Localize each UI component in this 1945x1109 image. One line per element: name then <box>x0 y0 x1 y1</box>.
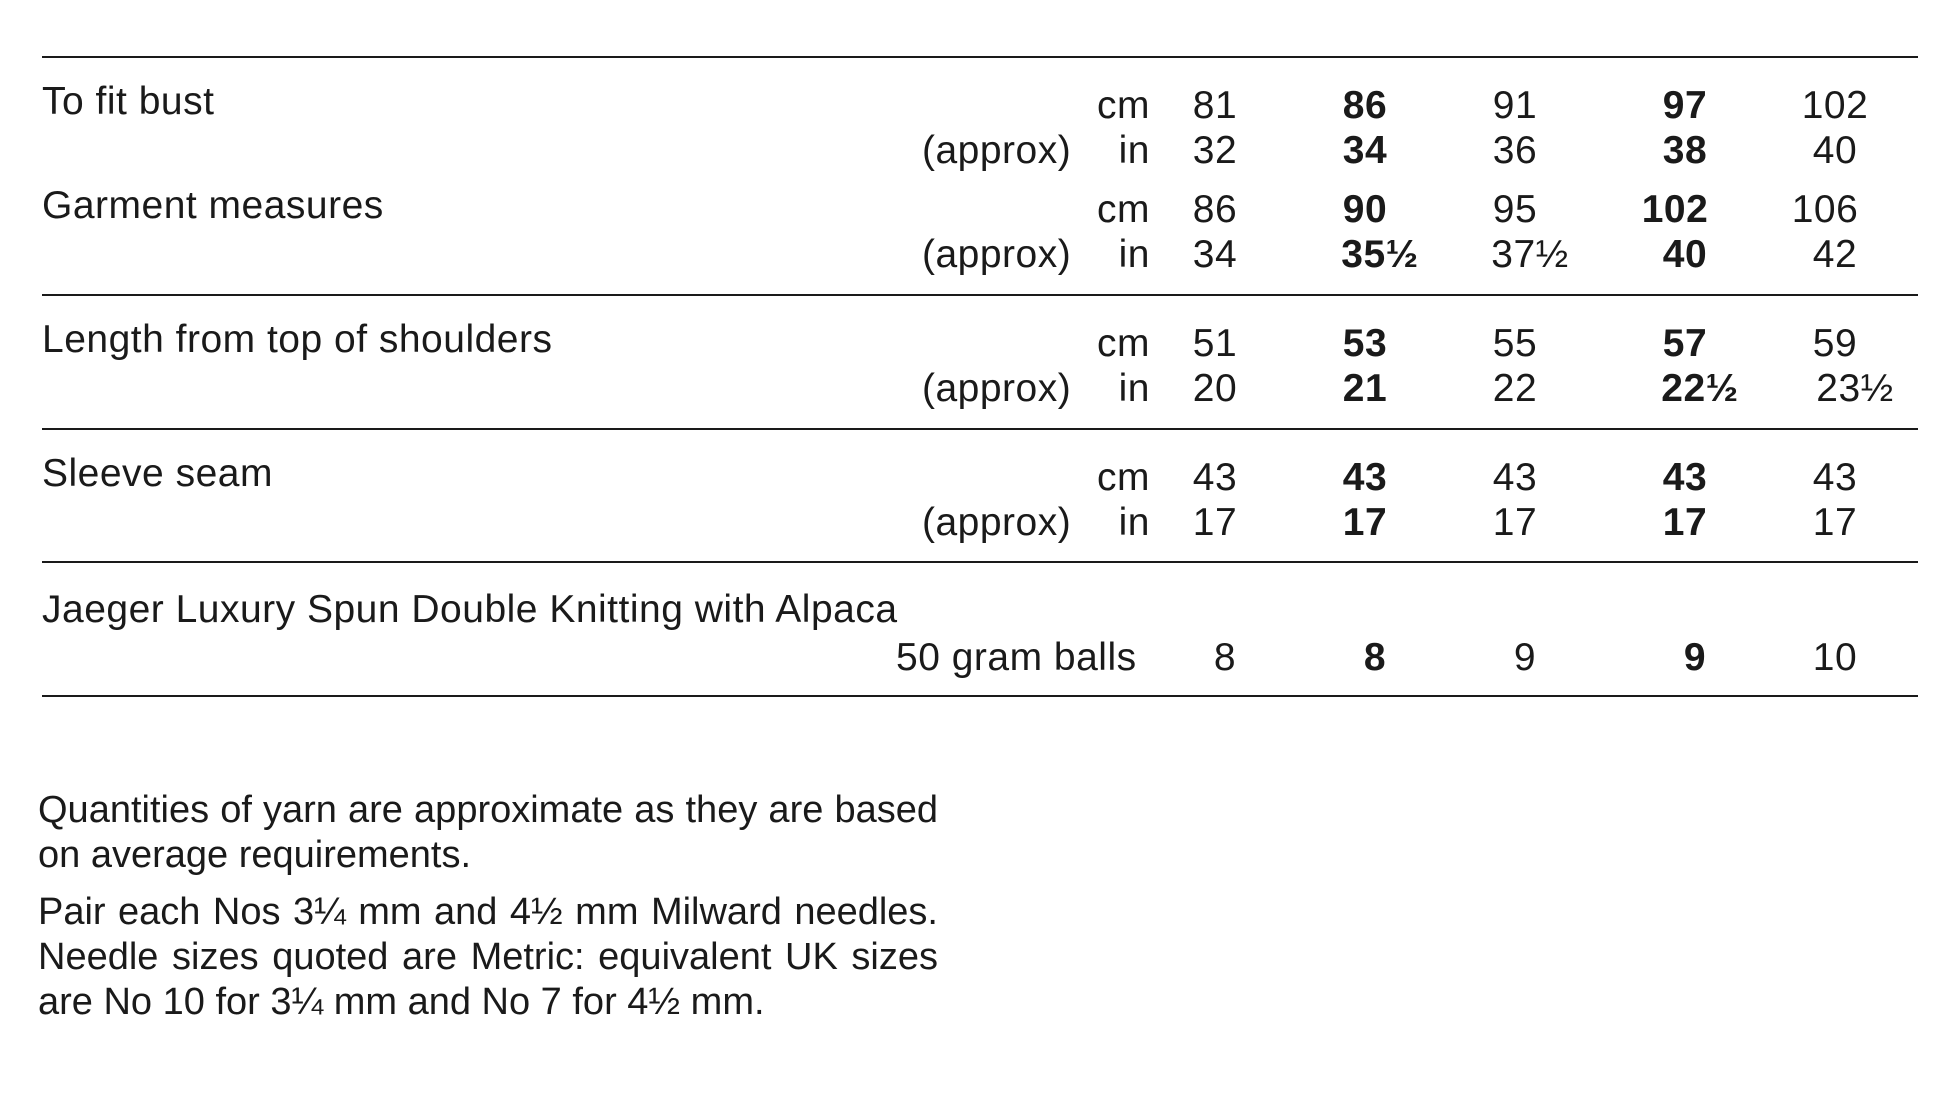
size-1-cm: 51 <box>1192 322 1238 365</box>
size-2-in: 21 <box>1342 367 1388 410</box>
size-1-cm: 81 <box>1192 84 1238 127</box>
size-5-in: 42 <box>1812 233 1858 276</box>
top-rule <box>42 56 1918 58</box>
yarn-unit: 50 gram balls <box>896 636 1137 679</box>
size-3-in: 36 <box>1492 129 1538 172</box>
size-1-in: 17 <box>1192 501 1238 544</box>
needles-note <box>38 890 938 1025</box>
row-label: To fit bust <box>42 80 215 123</box>
yarn-label: Jaeger Luxury Spun Double Knitting with Alpaca <box>42 588 898 631</box>
section-rule <box>42 428 1918 430</box>
note-text: Pair each Nos 3¼ mm and 4½ mm Milward needles. Needle sizes quoted are Metric: equivalent UK sizes are No 10 for 3¼ mm and No 7 for 4½ mm. <box>38 891 938 1023</box>
size-1-in: 32 <box>1192 129 1238 172</box>
unit-cm: cm <box>1097 322 1150 365</box>
size-2-cm: 90 <box>1342 188 1388 231</box>
size-1-cm: 43 <box>1192 456 1238 499</box>
size-4-in: 22½ <box>1661 367 1739 410</box>
size-2-in: 17 <box>1342 501 1388 544</box>
size-5-in: 23½ <box>1816 367 1894 410</box>
size-3-cm: 95 <box>1492 188 1538 231</box>
unit-in: in <box>1118 233 1150 276</box>
unit-in: in <box>1118 501 1150 544</box>
size-5-cm: 106 <box>1791 188 1859 231</box>
size-4-cm: 97 <box>1662 84 1708 127</box>
approx-label: (approx) <box>922 129 1072 172</box>
yarn-quantity-note <box>38 788 938 878</box>
size-4-cm: 57 <box>1662 322 1708 365</box>
size-5-in: 17 <box>1812 501 1858 544</box>
unit-cm: cm <box>1097 84 1150 127</box>
size-1-in: 34 <box>1192 233 1238 276</box>
size-2-in: 34 <box>1342 129 1388 172</box>
size-5-cm: 43 <box>1812 456 1858 499</box>
size-1-cm: 86 <box>1192 188 1238 231</box>
section-rule <box>42 294 1918 296</box>
row-label: Garment measures <box>42 184 384 227</box>
note-text: Quantities of yarn are approximate as they are based on average requirements. <box>38 789 938 876</box>
unit-in: in <box>1118 367 1150 410</box>
size-2-cm: 86 <box>1342 84 1388 127</box>
row-label: Sleeve seam <box>42 452 273 495</box>
section-rule <box>42 561 1918 563</box>
size-4-in: 38 <box>1662 129 1708 172</box>
size-3-in: 37½ <box>1491 233 1569 276</box>
row-label: Length from top of shoulders <box>42 318 553 361</box>
size-3-cm: 55 <box>1492 322 1538 365</box>
bottom-rule <box>42 695 1918 697</box>
size-3-in: 22 <box>1492 367 1538 410</box>
unit-cm: cm <box>1097 188 1150 231</box>
size-3-cm: 91 <box>1492 84 1538 127</box>
size-4-in: 17 <box>1662 501 1708 544</box>
size-2-cm: 43 <box>1342 456 1388 499</box>
size-5-cm: 102 <box>1801 84 1869 127</box>
size-5-balls: 10 <box>1812 636 1858 679</box>
size-4-balls: 9 <box>1683 636 1707 679</box>
size-4-cm: 102 <box>1641 188 1709 231</box>
size-2-in: 35½ <box>1341 233 1419 276</box>
unit-in: in <box>1118 129 1150 172</box>
unit-cm: cm <box>1097 456 1150 499</box>
size-1-balls: 8 <box>1213 636 1237 679</box>
size-4-in: 40 <box>1662 233 1708 276</box>
size-3-cm: 43 <box>1492 456 1538 499</box>
size-5-cm: 59 <box>1812 322 1858 365</box>
size-2-cm: 53 <box>1342 322 1388 365</box>
approx-label: (approx) <box>922 501 1072 544</box>
size-2-balls: 8 <box>1363 636 1387 679</box>
size-1-in: 20 <box>1192 367 1238 410</box>
approx-label: (approx) <box>922 233 1072 276</box>
size-5-in: 40 <box>1812 129 1858 172</box>
size-3-balls: 9 <box>1513 636 1537 679</box>
approx-label: (approx) <box>922 367 1072 410</box>
size-4-cm: 43 <box>1662 456 1708 499</box>
size-3-in: 17 <box>1492 501 1538 544</box>
